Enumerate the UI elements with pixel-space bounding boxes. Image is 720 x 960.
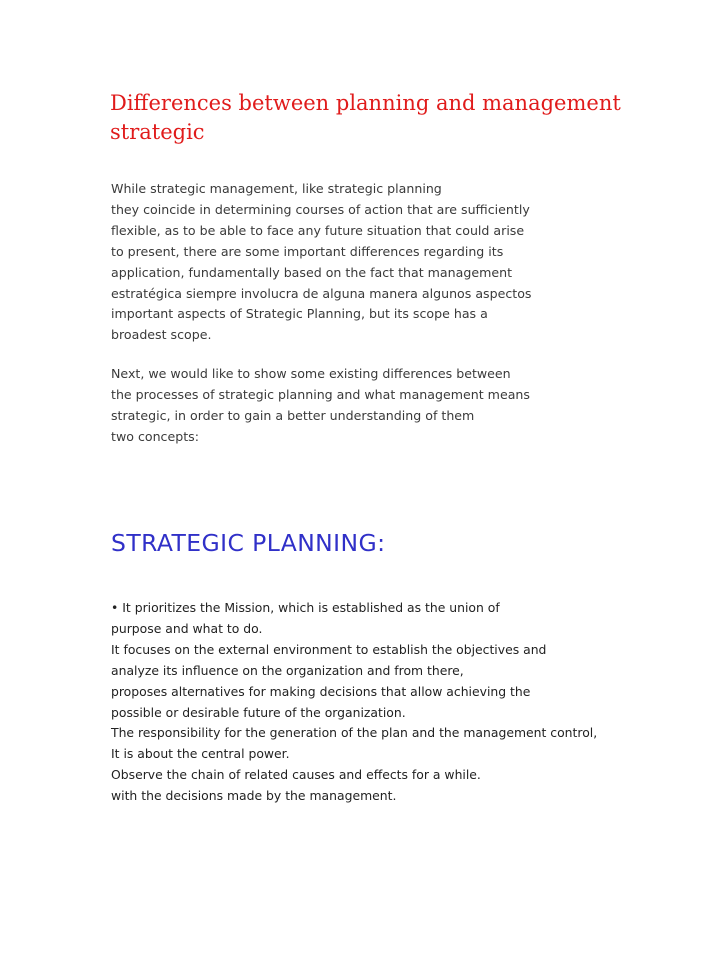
list-line: It is about the central power. [111, 746, 290, 762]
paragraph-line: they coincide in determining courses of action that are sufficiently [111, 201, 530, 217]
document-title-line: strategic [110, 120, 205, 144]
paragraph-line: estratégica siempre involucra de alguna manera algunos aspectos [111, 285, 532, 301]
list-line: with the decisions made by the management. [111, 788, 397, 804]
document-title [110, 89, 670, 147]
paragraph-line: the processes of strategic planning and what management means [111, 386, 530, 402]
list-line: proposes alternatives for making decisions that allow achieving the [111, 683, 531, 699]
intro-paragraph [111, 179, 531, 346]
list-line: It focuses on the external environment to establish the objectives and [111, 641, 547, 657]
paragraph-line: flexible, as to be able to face any future situation that could arise [111, 222, 525, 238]
paragraph-line: broadest scope. [111, 327, 212, 343]
second-paragraph [111, 364, 530, 448]
paragraph-line: Next, we would like to show some existing differences between [111, 366, 511, 381]
paragraph-line: While strategic management, like strategic planning [111, 181, 442, 196]
list-line: The responsibility for the generation of the plan and the management control, [111, 725, 598, 741]
paragraph-line: important aspects of Strategic Planning, but its scope has a [111, 306, 488, 322]
list-line: Observe the chain of related causes and effects for a while. [111, 767, 481, 783]
paragraph-line: to present, there are some important differences regarding its [111, 243, 504, 259]
list-line: possible or desirable future of the organization. [111, 704, 406, 720]
list-line: • It prioritizes the Mission, which is established as the union of [111, 600, 500, 615]
paragraph-line: strategic, in order to gain a better understanding of them [111, 407, 475, 423]
paragraph-line: two concepts: [111, 428, 199, 444]
document-title-line: Differences between planning and management [110, 91, 621, 115]
strategic-planning-list [111, 598, 597, 807]
list-line: analyze its influence on the organization and from there, [111, 662, 464, 678]
list-line: purpose and what to do. [111, 620, 263, 636]
paragraph-line: application, fundamentally based on the fact that management [111, 264, 513, 280]
section-heading: STRATEGIC PLANNING: [111, 529, 386, 557]
